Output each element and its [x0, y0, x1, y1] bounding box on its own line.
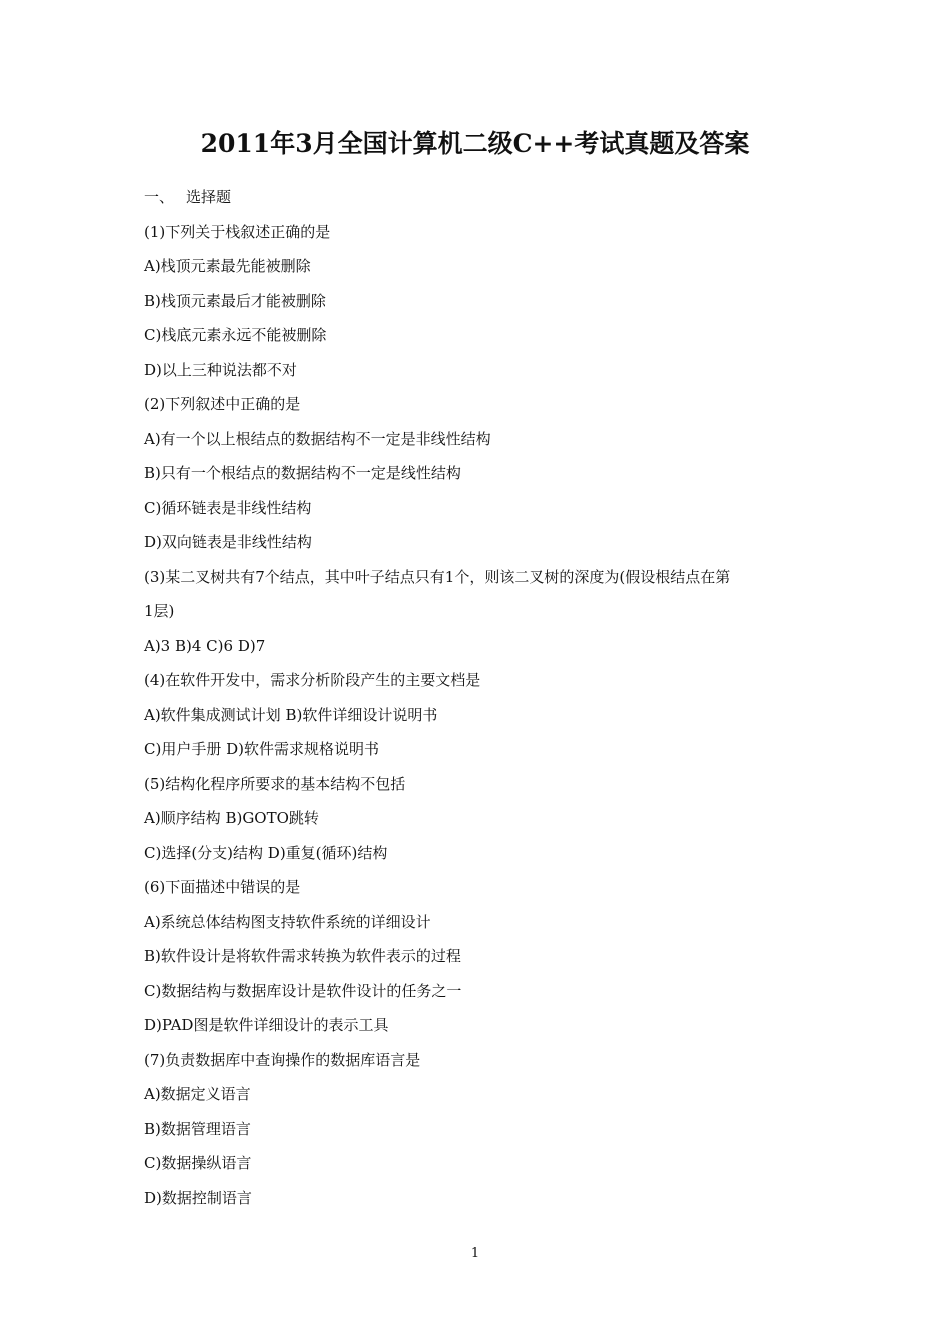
section-heading: [144, 180, 824, 215]
text-line: (5)结构化程序所要求的基本结构不包括: [144, 774, 406, 793]
document-body: [144, 180, 824, 1215]
text-line: D)以上三种说法都不对: [144, 360, 297, 379]
text-line: A)有一个以上根结点的数据结构不一定是非线性结构: [144, 429, 491, 448]
text-line: (4)在软件开发中，需求分析阶段产生的主要文档是: [144, 671, 481, 689]
text-line: D)双向链表是非线性结构: [144, 533, 312, 551]
text-line: A)3 B)4 C)6 D)7: [144, 636, 266, 655]
text-line: 1层): [144, 602, 175, 620]
text-line: C)栈底元素永远不能被删除: [144, 326, 327, 344]
text-line: A)顺序结构 B)GOTO跳转: [144, 809, 319, 827]
text-line: B)数据管理语言: [144, 1119, 251, 1138]
text-line: A)系统总体结构图支持软件系统的详细设计: [144, 912, 431, 931]
text-line: C)选择(分支)结构 D)重复(循环)结构: [144, 843, 388, 862]
text-line: B)软件设计是将软件需求转换为软件表示的过程: [144, 947, 461, 965]
text-line: B)只有一个根结点的数据结构不一定是线性结构: [144, 464, 461, 482]
text-line: D)数据控制语言: [144, 1188, 252, 1207]
section-number: 一、: [144, 188, 175, 206]
text-line: D)PAD图是软件详细设计的表示工具: [144, 1016, 389, 1034]
text-line: C)循环链表是非线性结构: [144, 498, 312, 517]
text-line: (2)下列叙述中正确的是: [144, 395, 301, 413]
text-line: A)数据定义语言: [144, 1085, 251, 1103]
text-line: A)软件集成测试计划 B)软件详细设计说明书: [144, 705, 438, 724]
page-title: 2011年3月全国计算机二级C++考试真题及答案: [200, 129, 750, 158]
section-label: 选择题: [186, 188, 232, 206]
text-line: C)数据操纵语言: [144, 1154, 252, 1172]
text-line: (7)负责数据库中查询操作的数据库语言是: [144, 1050, 421, 1069]
text-line: (1)下列关于栈叙述正确的是: [144, 222, 331, 241]
text-line: C)数据结构与数据库设计是软件设计的任务之一: [144, 981, 462, 1000]
text-line: (3)某二叉树共有7个结点，其中叶子结点只有1个，则该二叉树的深度为(假设根结点在第: [144, 567, 731, 586]
text-line: (6)下面描述中错误的是: [144, 878, 301, 896]
page-number: 1: [470, 1246, 480, 1261]
text-line: B)栈顶元素最后才能被删除: [144, 291, 326, 310]
text-line: C)用户手册 D)软件需求规格说明书: [144, 740, 379, 758]
text-line: A)栈顶元素最先能被删除: [144, 257, 311, 275]
